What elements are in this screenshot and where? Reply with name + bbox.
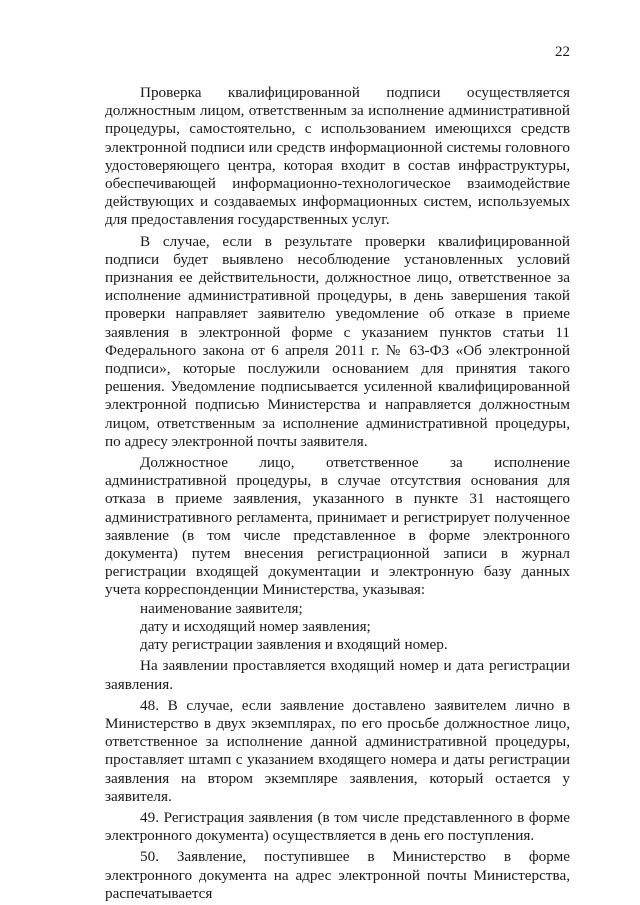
paragraph-signature-failure: В случае, если в результате проверки квалифицированной подписи будет выявлено несоблюдение установленных условий признания ее действительности, должностное лицо, ответственное за исполнение административной процедуры, в день завершения такой проверки направляет заявителю уведомление об отказе в приеме заявления в электронной форме с указанием пунктов статьи 11 Федерального закона от 6 апреля 2011 г. № 63-ФЗ «Об электронной подписи», которые послужили основанием для принятия такого решения. Уведомление подписывается усиленной квалифицированной электронной подписью Министерства и направляется должностным лицом, ответственным за исполнение административной процедуры, по адресу электронной почты заявителя. (105, 232, 570, 450)
paragraph-registration: Должностное лицо, ответственное за исполнение административной процедуры, в случае отсутствия основания для отказа в приеме заявления, указанного в пункте 31 настоящего административного регламента, принимает и регистрирует полученное заявление (в том числе представленное в форме электронного документа) путем внесения регистрационной записи в журнал регистрации входящей документации и электронную базу данных учета корреспонденции Министерства, указывая: (105, 454, 570, 599)
list-item-outgoing-number: дату и исходящий номер заявления; (140, 617, 371, 635)
document-body (105, 84, 570, 903)
paragraph-signature-check: Проверка квалифицированной подписи осуществляется должностным лицом, ответственным за исполнение административной процедуры, самостоятельно, с использованием имеющихся средств электронной подписи или средств информационной системы головного удостоверяющего центра, которая входит в состав инфраструктуры, обеспечивающей информационно-технологическое взаимодействие действующих и создаваемых информационных систем, используемых для предоставления государственных услуг. (105, 84, 570, 229)
paragraph-incoming-stamp: На заявлении проставляется входящий номер и дата регистрации заявления. (105, 657, 570, 693)
page-number: 22 (555, 44, 570, 60)
paragraph-49: 49. Регистрация заявления (в том числе представленного в форме электронного документа) осуществляется в день его поступления. (105, 808, 570, 845)
list-item-incoming-number: дату регистрации заявления и входящий номер. (140, 636, 448, 654)
list-item-applicant-name: наименование заявителя; (140, 599, 303, 617)
paragraph-50: 50. Заявление, поступившее в Министерство в форме электронного документа на адрес электронной почты Министерства, распечатывается (105, 848, 570, 902)
paragraph-48: 48. В случае, если заявление доставлено заявителем лично в Министерство в двух экземплярах, по его просьбе должностное лицо, ответственное за исполнение данной административной процедуры, проставляет штамп с указанием входящего номера и даты регистрации заявления на втором экземпляре заявления, который остается у заявителя. (105, 696, 570, 805)
